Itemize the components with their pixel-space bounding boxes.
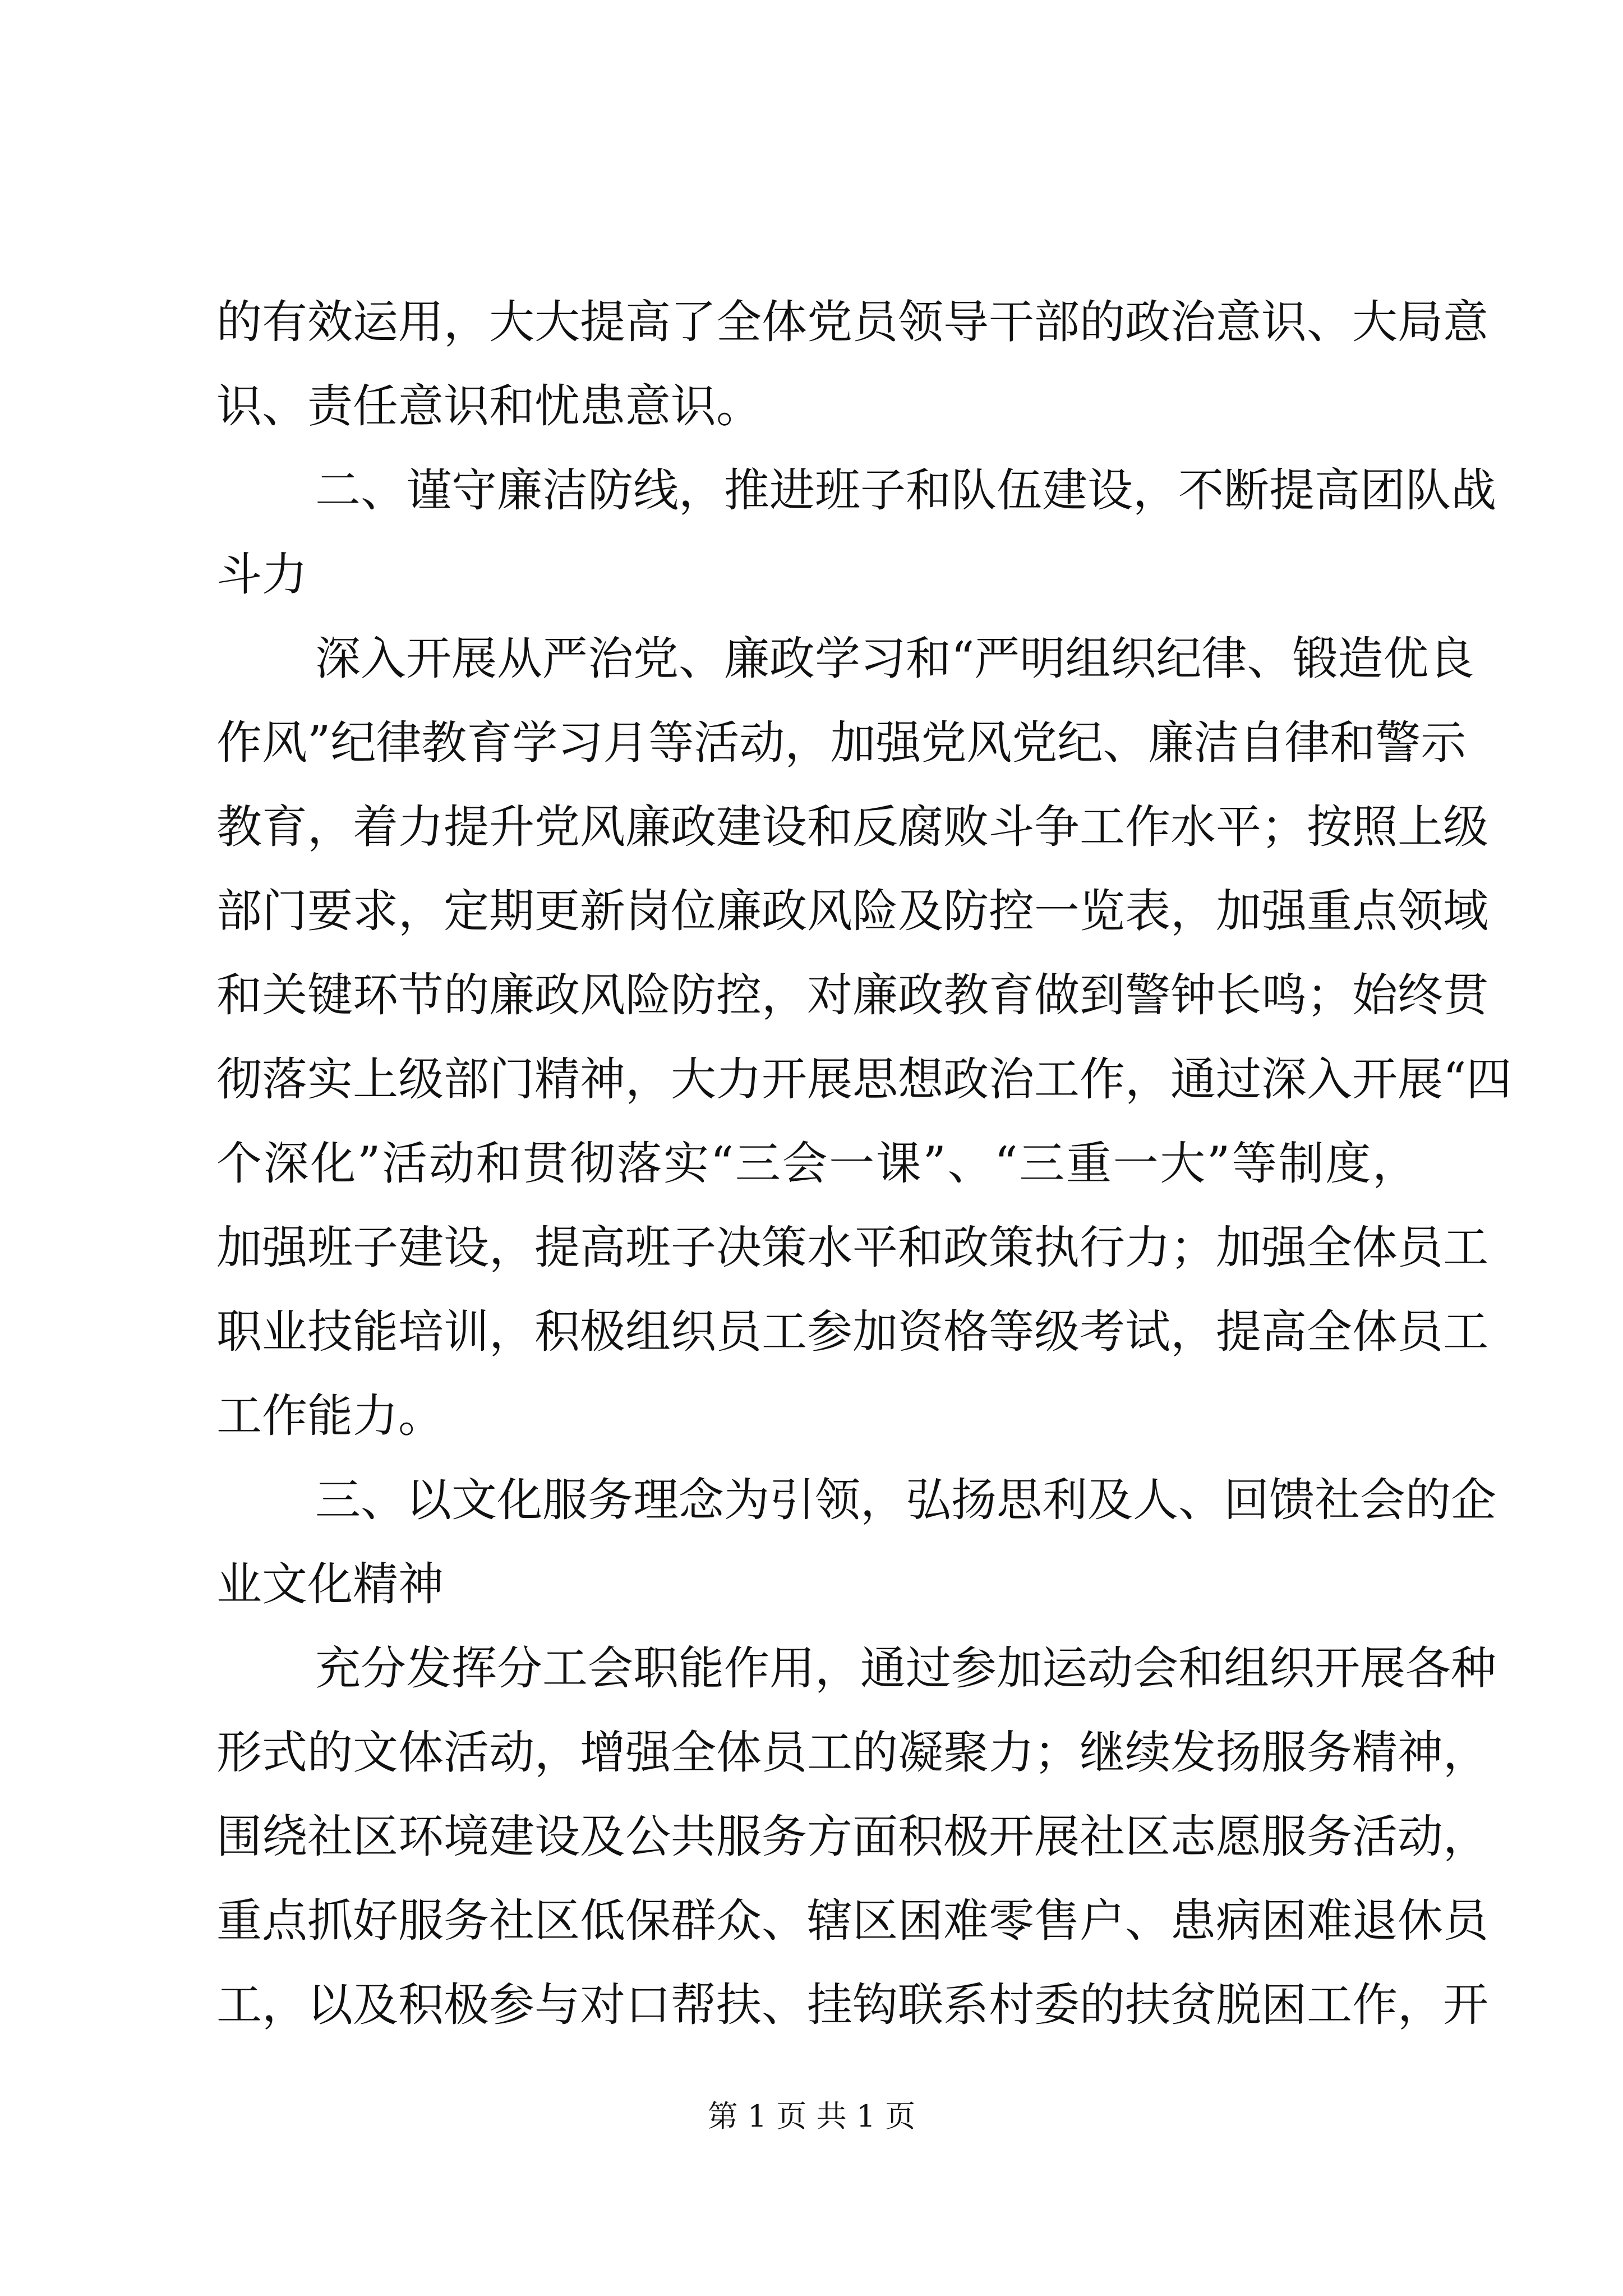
text-line: 围绕社区环境建设及公共服务方面积极开展社区志愿服务活动， (216, 1811, 1489, 1864)
document-body (216, 280, 1512, 2047)
text-line: 教育，着力提升党风廉政建设和反腐败斗争工作水平；按照上级 (216, 801, 1489, 854)
text-line: 工作能力。 (216, 1390, 444, 1443)
text-line: 和关键环节的廉政风险防控，对廉政教育做到警钟长鸣；始终贯 (216, 969, 1489, 1022)
text-line: 业文化精神 (216, 1558, 444, 1611)
text-line: 二、谨守廉洁防线，推进班子和队伍建设，不断提高团队战 (315, 464, 1497, 517)
text-line: 个深化”活动和贯彻落实“三会一课”、“三重一大”等制度， (216, 1138, 1418, 1190)
text-line: 加强班子建设，提高班子决策水平和政策执行力；加强全体员工 (216, 1222, 1489, 1274)
text-line: 深入开展从严治党、廉政学习和“严明组织纪律、锻造优良 (315, 633, 1474, 685)
page-footer: 第 1 页 共 1 页 (707, 2099, 916, 2134)
text-line: 识、责任意识和忧患意识。 (216, 380, 762, 433)
text-line: 形式的文体活动，增强全体员工的凝聚力；继续发扬服务精神， (216, 1727, 1489, 1779)
text-line: 三、以文化服务理念为引领，弘扬思利及人、回馈社会的企 (315, 1474, 1497, 1527)
text-line: 重点抓好服务社区低保群众、辖区困难零售户、患病困难退休员 (216, 1895, 1489, 1948)
text-line: 部门要求，定期更新岗位廉政风险及防控一览表，加强重点领域 (216, 885, 1489, 938)
text-line: 的有效运用，大大提高了全体党员领导干部的政治意识、大局意 (216, 296, 1489, 349)
text-line: 充分发挥分工会职能作用，通过参加运动会和组织开展各种 (315, 1642, 1497, 1695)
text-line: 工，以及积极参与对口帮扶、挂钩联系村委的扶贫脱困工作，开 (216, 1979, 1489, 2032)
text-line: 彻落实上级部门精神，大力开展思想政治工作，通过深入开展“四 (216, 1053, 1512, 1106)
text-line: 职业技能培训，积极组织员工参加资格等级考试，提高全体员工 (216, 1306, 1489, 1359)
text-line: 斗力 (216, 549, 308, 601)
text-line: 作风”纪律教育学习月等活动，加强党风党纪、廉洁自律和警示 (216, 717, 1467, 770)
